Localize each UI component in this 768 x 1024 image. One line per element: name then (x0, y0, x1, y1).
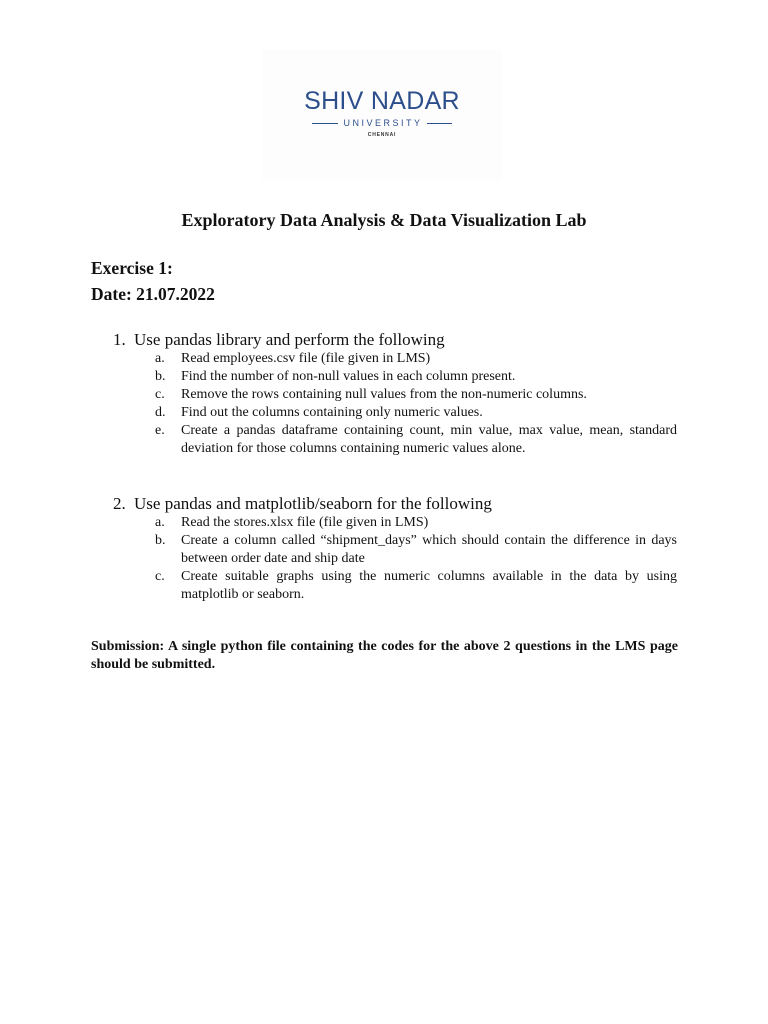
item-marker: b. (155, 533, 166, 548)
question-2-heading (113, 494, 492, 514)
item-text: Remove the rows containing null values from the non-numeric columns. (181, 387, 587, 402)
item-marker: b. (155, 369, 166, 384)
question-1-heading (113, 330, 445, 350)
question-1-item-e (155, 422, 677, 458)
item-text: Find the number of non-null values in each column present. (181, 369, 516, 384)
date-label: Date: 21.07.2022 (91, 284, 215, 304)
logo-divider-left (312, 123, 338, 124)
logo-name: SHIV NADAR (304, 87, 460, 115)
item-marker: d. (155, 405, 166, 420)
item-marker: c. (155, 569, 165, 584)
question-1-text: Use pandas library and perform the following (134, 330, 445, 349)
question-2-item-c (155, 568, 677, 604)
exercise-label: Exercise 1: (91, 258, 173, 278)
item-text: Create a pandas dataframe containing count, min value, max value, mean, standard deviation for those columns containing numeric values alone. (181, 423, 677, 456)
logo-city: CHENNAI (367, 132, 397, 138)
item-marker: a. (155, 351, 165, 366)
question-1-number: 1. (113, 330, 126, 349)
question-2-item-a (155, 514, 677, 532)
question-1-item-a (155, 350, 677, 368)
question-1-item-d (155, 404, 677, 422)
item-text: Create a column called “shipment_days” which should contain the difference in days between order date and ship date (181, 533, 677, 566)
question-2-item-b (155, 532, 677, 568)
logo-divider-right (427, 123, 453, 124)
logo-university: UNIVERSITY (343, 118, 423, 128)
question-2-text: Use pandas and matplotlib/seaborn for the following (134, 494, 492, 513)
item-text: Find out the columns containing only numeric values. (181, 405, 483, 420)
submission-note: Submission: A single python file containing the codes for the above 2 questions in the LMS page should be submitted. (91, 639, 678, 672)
logo-university-row (312, 118, 452, 128)
item-text: Create suitable graphs using the numeric columns available in the data by using matplotlib or seaborn. (181, 569, 677, 602)
question-1-item-b (155, 368, 677, 386)
item-text: Read the stores.xlsx file (file given in LMS) (181, 515, 429, 530)
question-2-number: 2. (113, 494, 126, 513)
item-marker: a. (155, 515, 165, 530)
item-marker: e. (155, 423, 165, 438)
item-marker: c. (155, 387, 165, 402)
item-text: Read employees.csv file (file given in LMS) (181, 351, 431, 366)
document-title: Exploratory Data Analysis & Data Visualization Lab (181, 210, 587, 230)
university-logo (262, 50, 502, 180)
question-1-item-c (155, 386, 677, 404)
